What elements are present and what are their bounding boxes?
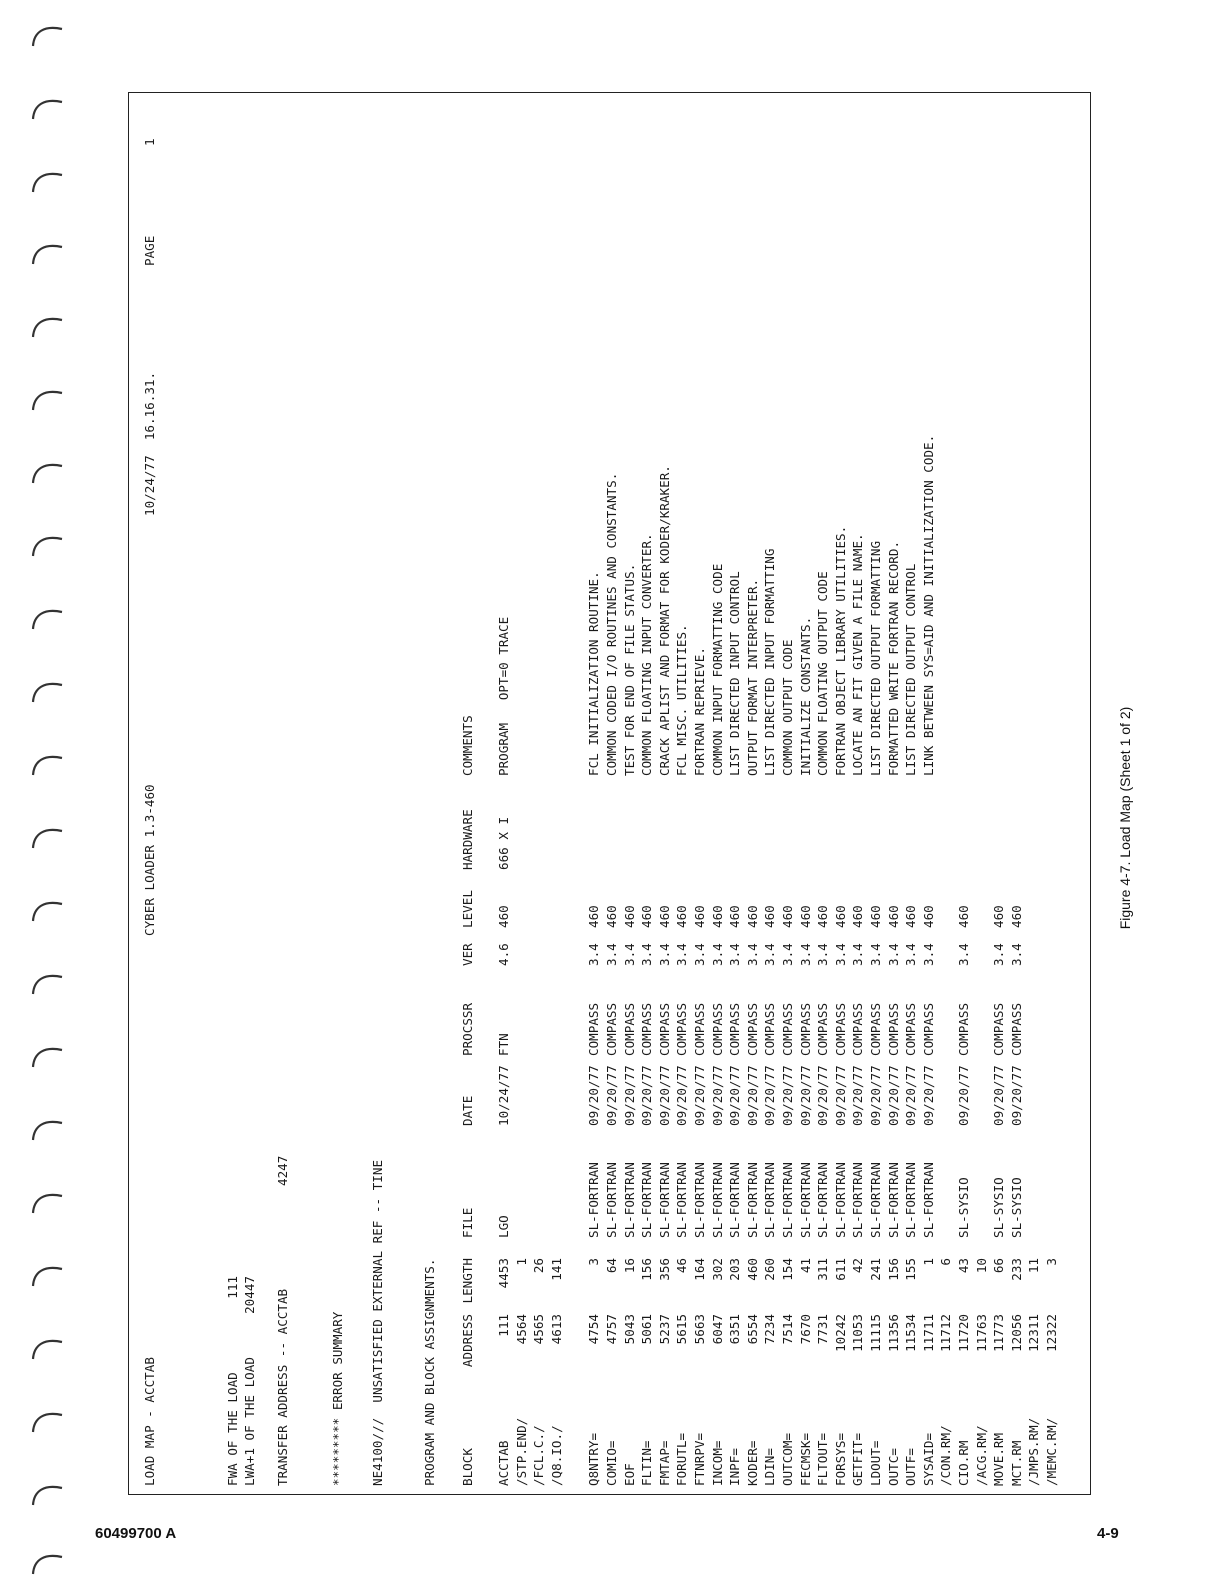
cell-addr: 6554: [744, 1314, 760, 1345]
cell-addr: 11720: [956, 1314, 971, 1352]
cell-date: 09/20/77: [674, 1065, 690, 1126]
punch-hole-mark: [30, 386, 64, 412]
cell-len: 26: [531, 1258, 547, 1274]
unsatisfied-ref: NE4100/// UNSATISFIED EXTERNAL REF -- TINE: [370, 1159, 385, 1486]
cell-file: SL-FORTRAN: [832, 1162, 848, 1238]
cell-date: 09/20/77: [991, 1065, 1007, 1126]
cell-lvl: 460: [762, 905, 778, 928]
cell-date: 09/20/77: [744, 1065, 760, 1126]
cell-addr: 4565: [531, 1314, 547, 1345]
cell-len: 356: [656, 1258, 672, 1281]
punch-hole-mark: [30, 1043, 64, 1069]
punch-hole-mark: [30, 313, 64, 339]
cell-addr: 11763: [973, 1314, 989, 1352]
cell-block: OUTC=: [885, 1448, 901, 1486]
cell-addr: 11773: [991, 1314, 1007, 1352]
cell-len: 46: [674, 1258, 690, 1274]
cell-addr: 12311: [1026, 1314, 1042, 1352]
listing-page-number: 1: [142, 138, 157, 146]
cell-ver: 3.4: [639, 943, 655, 966]
column-header-lvl: LEVEL: [460, 890, 475, 928]
cell-block: KODER=: [744, 1440, 760, 1486]
cell-addr: 6351: [727, 1314, 743, 1345]
cell-ver: 3.4: [885, 943, 901, 966]
cell-block: FMTAP=: [656, 1440, 672, 1486]
punch-hole-mark: [30, 1189, 64, 1215]
cell-addr: 11356: [885, 1314, 901, 1352]
cell-addr: 12056: [1008, 1314, 1024, 1352]
cell-ver: 4.6: [496, 943, 511, 966]
cell-date: 09/20/77: [709, 1065, 725, 1126]
cell-cmt: COMMON FLOATING OUTPUT CODE: [815, 571, 831, 776]
cell-addr: 7514: [780, 1314, 795, 1345]
cell-len: 1: [920, 1258, 936, 1266]
cell-lvl: 460: [868, 905, 883, 928]
cell-file: SL-FORTRAN: [621, 1162, 637, 1238]
column-header-len: LENGTH: [460, 1258, 475, 1304]
cell-block: LDIN=: [762, 1448, 778, 1486]
cell-addr: 11711: [920, 1314, 936, 1352]
cell-block: OUTCOM=: [780, 1432, 795, 1486]
punch-hole-mark: [30, 240, 64, 266]
cell-len: 10: [973, 1258, 989, 1274]
cell-hw: 666 X I: [496, 816, 511, 870]
cell-block: INPF=: [727, 1448, 743, 1486]
cell-addr: 12322: [1044, 1314, 1059, 1352]
punch-hole-mark: [30, 1481, 64, 1507]
cell-proc: COMPASS: [762, 1002, 778, 1056]
cell-cmt: FCL MISC. UTILITIES.: [674, 624, 690, 776]
cell-lvl: 460: [780, 905, 795, 928]
cell-lvl: 460: [727, 905, 743, 928]
cell-file: SL-FORTRAN: [709, 1162, 725, 1238]
cell-ver: 3.4: [868, 943, 883, 966]
fwa-line: [224, 1276, 242, 1486]
cell-lvl: 460: [496, 905, 511, 928]
cell-lvl: 460: [692, 905, 707, 928]
punch-hole-mark: [30, 22, 64, 48]
cell-ver: 3.4: [1008, 943, 1024, 966]
column-header-hw: HARDWARE: [460, 809, 475, 870]
punch-hole-mark: [30, 751, 64, 777]
fwa-value: 111: [225, 1276, 240, 1299]
cell-proc: COMPASS: [885, 1002, 901, 1056]
cell-addr: 11712: [938, 1314, 954, 1352]
punch-hole-mark: [30, 1335, 64, 1361]
cell-len: 233: [1008, 1258, 1024, 1281]
load-map-listing: [128, 92, 1091, 1495]
cell-len: 11: [1026, 1258, 1042, 1274]
cell-block: FORUTL=: [674, 1432, 690, 1486]
cell-addr: 4754: [586, 1314, 602, 1345]
cell-len: 203: [727, 1258, 743, 1281]
cell-block: MCT.RM: [1008, 1440, 1024, 1486]
cell-file: LGO: [496, 1215, 511, 1238]
cell-len: 66: [991, 1258, 1007, 1274]
cell-block: /MEMC.RM/: [1044, 1417, 1059, 1486]
cell-lvl: 460: [850, 905, 866, 928]
cell-file: SL-FORTRAN: [920, 1162, 936, 1238]
cell-block: /Q8.IO./: [548, 1425, 564, 1486]
rotated-printout: [129, 93, 1091, 1495]
cell-date: 09/20/77: [850, 1065, 866, 1126]
cell-addr: 111: [496, 1314, 511, 1337]
transfer-value: 4247: [275, 1155, 290, 1186]
column-header-block: BLOCK: [460, 1448, 475, 1486]
cell-len: 260: [762, 1258, 778, 1281]
cell-cmt: LOCATE AN FIT GIVEN A FILE NAME.: [850, 533, 866, 776]
page-number: 4-9: [1097, 1525, 1119, 1542]
cell-ver: 3.4: [850, 943, 866, 966]
cell-len: 155: [903, 1258, 919, 1281]
cell-date: 09/20/77: [903, 1065, 919, 1126]
cell-proc: COMPASS: [727, 1002, 743, 1056]
cell-file: SL-SYSIO: [956, 1177, 971, 1238]
cell-lvl: 460: [639, 905, 655, 928]
cell-lvl: 460: [797, 905, 813, 928]
cell-block: LDOUT=: [868, 1440, 883, 1486]
cell-cmt: FCL INITIALIZATION ROUTINE.: [586, 571, 602, 776]
punch-hole-mark: [30, 824, 64, 850]
cell-proc: COMPASS: [903, 1002, 919, 1056]
transfer-label: TRANSFER ADDRESS -- ACCTAB: [275, 1288, 290, 1486]
lwa-label: LWA+1 OF THE LOAD: [242, 1357, 257, 1486]
punch-hole-mark: [30, 1116, 64, 1142]
cell-block: /ACG.RM/: [973, 1425, 989, 1486]
document-number: 60499700 A: [95, 1525, 177, 1542]
column-header-file: FILE: [460, 1207, 475, 1238]
fwa-label: FWA OF THE LOAD: [225, 1372, 240, 1486]
cell-lvl: 460: [885, 905, 901, 928]
punch-hole-mark: [30, 459, 64, 485]
cell-block: /FCL.C./: [531, 1425, 547, 1486]
cell-lvl: 460: [991, 905, 1007, 928]
cell-file: SL-FORTRAN: [780, 1162, 795, 1238]
cell-cmt: FORTRAN REPRIEVE.: [692, 647, 707, 776]
cell-ver: 3.4: [797, 943, 813, 966]
cell-proc: COMPASS: [920, 1002, 936, 1056]
cell-date: 09/20/77: [604, 1065, 619, 1126]
cell-block: EOF: [621, 1463, 637, 1486]
cell-block: /JMPS.RM/: [1026, 1417, 1042, 1486]
cell-lvl: 460: [656, 905, 672, 928]
cell-file: SL-FORTRAN: [868, 1162, 883, 1238]
cell-lvl: 460: [709, 905, 725, 928]
cell-cmt: TEST FOR END OF FILE STATUS.: [621, 563, 637, 776]
cell-len: 43: [956, 1258, 971, 1274]
cell-len: 611: [832, 1258, 848, 1281]
cell-ver: 3.4: [586, 943, 602, 966]
cell-len: 141: [548, 1258, 564, 1281]
cell-cmt: FORMATTED WRITE FORTRAN RECORD.: [885, 540, 901, 776]
cell-ver: 3.4: [780, 943, 795, 966]
cell-block: FECMSK=: [797, 1432, 813, 1486]
cell-len: 16: [621, 1258, 637, 1274]
cell-addr: 7234: [762, 1314, 778, 1345]
cell-addr: 11053: [850, 1314, 866, 1352]
cell-ver: 3.4: [762, 943, 778, 966]
cell-proc: COMPASS: [815, 1002, 831, 1056]
cell-block: MOVE.RM: [991, 1432, 1007, 1486]
cell-len: 154: [780, 1258, 795, 1281]
cell-date: 09/20/77: [797, 1065, 813, 1126]
cell-ver: 3.4: [727, 943, 743, 966]
lwa-value: 20447: [242, 1276, 257, 1314]
cell-file: SL-FORTRAN: [903, 1162, 919, 1238]
cell-block: FLTOUT=: [815, 1432, 831, 1486]
cell-lvl: 460: [903, 905, 919, 928]
figure-caption: Figure 4-7. Load Map (Sheet 1 of 2): [1117, 706, 1133, 930]
cell-proc: COMPASS: [674, 1002, 690, 1056]
lwa-line: [241, 1276, 259, 1486]
cell-date: 09/20/77: [762, 1065, 778, 1126]
cell-proc: COMPASS: [639, 1002, 655, 1056]
cell-cmt: FORTRAN OBJECT LIBRARY UTILITIES.: [832, 525, 848, 776]
cell-date: 09/20/77: [621, 1065, 637, 1126]
cell-addr: 11115: [868, 1314, 883, 1352]
cell-file: SL-FORTRAN: [656, 1162, 672, 1238]
punch-hole-mark: [30, 897, 64, 923]
cell-lvl: 460: [621, 905, 637, 928]
cell-file: SL-FORTRAN: [815, 1162, 831, 1238]
page-label: PAGE: [142, 235, 157, 266]
cell-block: GETFIT=: [850, 1432, 866, 1486]
cell-len: 42: [850, 1258, 866, 1274]
cell-date: 10/24/77: [496, 1065, 511, 1126]
cell-addr: 5237: [656, 1314, 672, 1345]
cell-proc: COMPASS: [850, 1002, 866, 1056]
cell-addr: 11534: [903, 1314, 919, 1352]
cell-lvl: 460: [956, 905, 971, 928]
cell-lvl: 460: [586, 905, 602, 928]
cell-file: SL-FORTRAN: [586, 1162, 602, 1238]
cell-date: 09/20/77: [692, 1065, 707, 1126]
punch-hole-mark: [30, 1550, 64, 1576]
cell-ver: 3.4: [903, 943, 919, 966]
cell-proc: FTN: [496, 1033, 511, 1056]
punch-hole-mark: [30, 605, 64, 631]
cell-file: SL-FORTRAN: [850, 1162, 866, 1238]
cell-file: SL-FORTRAN: [762, 1162, 778, 1238]
cell-proc: COMPASS: [709, 1002, 725, 1056]
cell-ver: 3.4: [920, 943, 936, 966]
cell-file: SL-FORTRAN: [604, 1162, 619, 1238]
cell-date: 09/20/77: [920, 1065, 936, 1126]
column-header-proc: PROCSSR: [460, 1002, 475, 1056]
cell-ver: 3.4: [832, 943, 848, 966]
cell-proc: COMPASS: [744, 1002, 760, 1056]
loader-version: CYBER LOADER 1.3-460: [142, 784, 157, 936]
punch-hole-mark: [30, 168, 64, 194]
cell-addr: 7731: [815, 1314, 831, 1345]
punch-hole-mark: [30, 1408, 64, 1434]
cell-len: 3: [1044, 1258, 1059, 1266]
cell-ver: 3.4: [956, 943, 971, 966]
cell-block: FORSYS=: [832, 1432, 848, 1486]
cell-addr: 4564: [513, 1314, 529, 1345]
cell-lvl: 460: [744, 905, 760, 928]
column-header-cmt: COMMENTS: [460, 715, 475, 776]
cell-cmt: PROGRAM OPT=0 TRACE: [496, 616, 511, 776]
cell-file: SL-FORTRAN: [692, 1162, 707, 1238]
cell-file: SL-FORTRAN: [674, 1162, 690, 1238]
cell-cmt: COMMON OUTPUT CODE: [780, 639, 795, 776]
cell-lvl: 460: [815, 905, 831, 928]
cell-date: 09/20/77: [815, 1065, 831, 1126]
cell-lvl: 460: [920, 905, 936, 928]
cell-file: SL-FORTRAN: [727, 1162, 743, 1238]
cell-ver: 3.4: [744, 943, 760, 966]
cell-cmt: INITIALIZE CONSTANTS.: [797, 616, 813, 776]
cell-len: 460: [744, 1258, 760, 1281]
cell-block: /CON.RM/: [938, 1425, 954, 1486]
cell-len: 156: [639, 1258, 655, 1281]
listing-title: LOAD MAP - ACCTAB: [142, 1357, 157, 1486]
cell-date: 09/20/77: [780, 1065, 795, 1126]
cell-ver: 3.4: [674, 943, 690, 966]
column-header-date: DATE: [460, 1095, 475, 1126]
cell-lvl: 460: [604, 905, 619, 928]
cell-ver: 3.4: [815, 943, 831, 966]
cell-addr: 5615: [674, 1314, 690, 1345]
cell-cmt: CRACK APLIST AND FORMAT FOR KODER/KRAKER.: [656, 465, 672, 776]
cell-date: 09/20/77: [639, 1065, 655, 1126]
punch-hole-mark: [30, 678, 64, 704]
cell-cmt: COMMON FLOATING INPUT CONVERTER.: [639, 533, 655, 776]
punch-hole-mark: [30, 970, 64, 996]
run-datetime: 10/24/77 16.16.31.: [142, 371, 157, 516]
cell-block: COMIO=: [604, 1440, 619, 1486]
cell-block: INCOM=: [709, 1440, 725, 1486]
column-header-addr: ADDRESS: [460, 1314, 475, 1368]
punch-hole-mark: [30, 532, 64, 558]
cell-len: 3: [586, 1258, 602, 1266]
cell-addr: 4757: [604, 1314, 619, 1345]
cell-len: 302: [709, 1258, 725, 1281]
cell-cmt: OUTPUT FORMAT INTERPRETER.: [744, 578, 760, 776]
cell-cmt: COMMON INPUT FORMATTING CODE: [709, 563, 725, 776]
cell-addr: 5061: [639, 1314, 655, 1345]
cell-proc: COMPASS: [1008, 1002, 1024, 1056]
cell-proc: COMPASS: [956, 1002, 971, 1056]
cell-proc: COMPASS: [780, 1002, 795, 1056]
cell-block: OUTF=: [903, 1448, 919, 1486]
cell-addr: 6047: [709, 1314, 725, 1345]
cell-date: 09/20/77: [832, 1065, 848, 1126]
cell-addr: 5043: [621, 1314, 637, 1345]
cell-cmt: COMMON CODED I/O ROUTINES AND CONSTANTS.: [604, 472, 619, 776]
cell-date: 09/20/77: [868, 1065, 883, 1126]
cell-cmt: LIST DIRECTED OUTPUT FORMATTING: [868, 540, 883, 776]
cell-proc: COMPASS: [586, 1002, 602, 1056]
cell-proc: COMPASS: [692, 1002, 707, 1056]
cell-len: 311: [815, 1258, 831, 1281]
cell-proc: COMPASS: [656, 1002, 672, 1056]
transfer-line: [274, 1155, 292, 1486]
cell-len: 6: [938, 1258, 954, 1266]
cell-proc: COMPASS: [621, 1002, 637, 1056]
punch-hole-mark: [30, 95, 64, 121]
column-header-ver: VER: [460, 943, 475, 966]
cell-proc: COMPASS: [797, 1002, 813, 1056]
cell-date: 09/20/77: [956, 1065, 971, 1126]
cell-block: FTNRPV=: [692, 1432, 707, 1486]
cell-len: 1: [513, 1258, 529, 1266]
cell-len: 4453: [496, 1258, 511, 1289]
cell-block: CIO.RM: [956, 1440, 971, 1486]
cell-len: 64: [604, 1258, 619, 1274]
cell-cmt: LIST DIRECTED INPUT FORMATTING: [762, 548, 778, 776]
cell-len: 241: [868, 1258, 883, 1281]
cell-date: 09/20/77: [586, 1065, 602, 1126]
cell-len: 164: [692, 1258, 707, 1281]
cell-date: 09/20/77: [1008, 1065, 1024, 1126]
cell-ver: 3.4: [692, 943, 707, 966]
cell-block: /STP.END/: [513, 1417, 529, 1486]
cell-file: SL-SYSIO: [1008, 1177, 1024, 1238]
cell-ver: 3.4: [709, 943, 725, 966]
cell-block: SYSAID=: [920, 1432, 936, 1486]
cell-ver: 3.4: [604, 943, 619, 966]
cell-date: 09/20/77: [727, 1065, 743, 1126]
cell-file: SL-FORTRAN: [639, 1162, 655, 1238]
cell-lvl: 460: [832, 905, 848, 928]
assignments-heading: PROGRAM AND BLOCK ASSIGNMENTS.: [422, 1258, 437, 1486]
cell-ver: 3.4: [621, 943, 637, 966]
cell-date: 09/20/77: [656, 1065, 672, 1126]
cell-block: Q8NTRY=: [586, 1432, 602, 1486]
cell-cmt: LIST DIRECTED OUTPUT CONTROL: [903, 563, 919, 776]
punch-hole-mark: [30, 1262, 64, 1288]
cell-len: 156: [885, 1258, 901, 1281]
cell-proc: COMPASS: [832, 1002, 848, 1056]
cell-addr: 7670: [797, 1314, 813, 1345]
cell-lvl: 460: [1008, 905, 1024, 928]
cell-cmt: LINK BETWEEN SYS=AID AND INITIALIZATION CODE.: [920, 434, 936, 776]
cell-len: 41: [797, 1258, 813, 1274]
cell-file: SL-FORTRAN: [797, 1162, 813, 1238]
cell-file: SL-FORTRAN: [744, 1162, 760, 1238]
cell-file: SL-SYSIO: [991, 1177, 1007, 1238]
cell-file: SL-FORTRAN: [885, 1162, 901, 1238]
cell-addr: 4613: [548, 1314, 564, 1345]
cell-block: FLTIN=: [639, 1440, 655, 1486]
cell-date: 09/20/77: [885, 1065, 901, 1126]
cell-proc: COMPASS: [991, 1002, 1007, 1056]
cell-cmt: LIST DIRECTED INPUT CONTROL: [727, 571, 743, 776]
cell-addr: 10242: [832, 1314, 848, 1352]
figure-caption-box: [1115, 700, 1131, 940]
cell-ver: 3.4: [656, 943, 672, 966]
cell-lvl: 460: [674, 905, 690, 928]
cell-proc: COMPASS: [868, 1002, 883, 1056]
cell-block: ACCTAB: [496, 1440, 511, 1486]
cell-proc: COMPASS: [604, 1002, 619, 1056]
error-summary: ********* ERROR SUMMARY: [330, 1311, 345, 1486]
cell-addr: 5663: [692, 1314, 707, 1345]
cell-ver: 3.4: [991, 943, 1007, 966]
